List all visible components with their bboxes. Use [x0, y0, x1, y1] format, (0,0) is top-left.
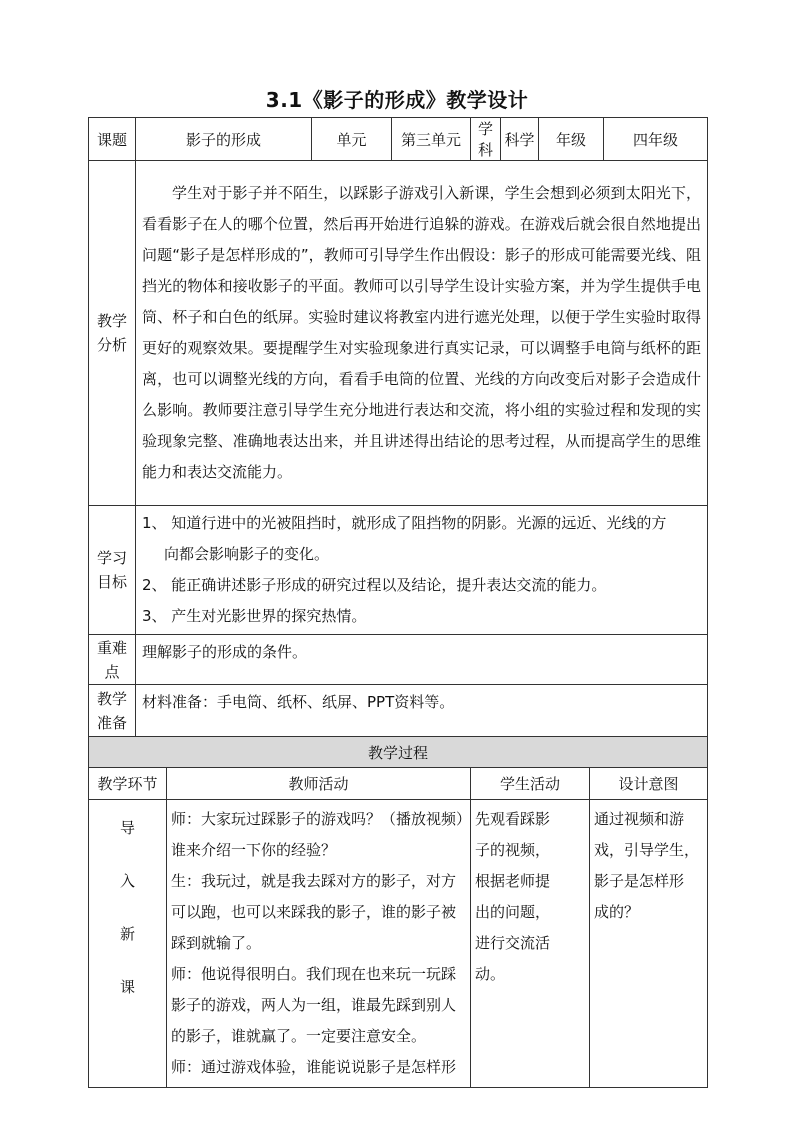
student-line: 动。	[475, 965, 506, 983]
prep-text: 材料准备：手电筒、纸杯、纸屏、PPT资料等。	[136, 685, 708, 737]
col-stage-header: 教学环节	[89, 768, 167, 800]
teacher-line: 可以跑，也可以来踩我的影子，谁的影子被	[171, 903, 457, 921]
teacher-line: 谁来介绍一下你的经验？	[171, 841, 337, 859]
student-line: 子的视频，	[475, 841, 551, 859]
objective-item-3: 3、 产生对光影世界的探究热情。	[142, 607, 367, 625]
objective-item-2: 2、 能正确讲述影子形成的研究过程以及结论，提升表达交流的能力。	[142, 576, 607, 594]
stage-char: 新	[119, 925, 135, 943]
col-intent-header: 设计意图	[590, 768, 708, 800]
stage-intro	[89, 800, 167, 1088]
teacher-line: 影子的游戏，两人为一组，谁最先踩到别人	[171, 996, 457, 1014]
objectives-list	[136, 506, 708, 635]
process-header-row	[89, 768, 708, 800]
analysis-label: 教学 分析	[89, 161, 136, 506]
analysis-text: 学生对于影子并不陌生，以踩影子游戏引入新课，学生会想到必须到太阳光下，看看影子在人的哪个位置，然后再开始进行追躲的游戏。在游戏后就会很自然地提出问题“影子是怎样形成的”，教师可引导学生作出假设：影子的形成可能需要光线、阻挡光的物体和接收影子的平面。教师可以引导学生设计实验方案，并为学生提供手电筒、杯子和白色的纸屏。实验时建议将教室内进行遮光处理，以便于学生实验时取得更好的观察效果。要提醒学生对实验现象进行真实记录，可以调整手电筒与纸杯的距离，也可以调整光线的方向，看看手电筒的位置、光线的方向改变后对影子会造成什么影响。教师要注意引导学生充分地进行表达和交流，将小组的实验过程和发现的实验现象完整、准确地表达出来，并且讲述得出结论的思考过程，从而提高学生的思维能力和表达交流能力。	[136, 161, 708, 506]
document-title: 3.1《影子的形成》教学设计	[265, 88, 529, 112]
header-row	[89, 118, 708, 161]
prep-row	[89, 685, 708, 737]
stage-char: 入	[119, 872, 135, 890]
keypoints-row	[89, 635, 708, 685]
subject-label: 学科	[471, 118, 501, 161]
keypoints-label: 重难 点	[89, 635, 136, 685]
teacher-line: 师：通过游戏体验，谁能说说影子是怎样形	[171, 1058, 457, 1076]
prep-label: 教学 准备	[89, 685, 136, 737]
intent-line: 影子是怎样形	[594, 872, 685, 890]
subject-value: 科学	[501, 118, 539, 161]
objectives-label: 学习 目标	[89, 506, 136, 635]
keypoints-text: 理解影子的形成的条件。	[136, 635, 708, 685]
teacher-line: 生：我玩过，就是我去踩对方的影子，对方	[171, 872, 457, 890]
unit-label: 单元	[312, 118, 392, 161]
col-teacher-header: 教师活动	[167, 768, 471, 800]
stage-char: 课	[119, 978, 135, 996]
teacher-line: 的影子，谁就赢了。一定要注意安全。	[171, 1027, 427, 1045]
process-title: 教学过程	[89, 737, 708, 768]
design-intent	[590, 800, 708, 1088]
student-activity	[471, 800, 590, 1088]
student-line: 出的问题，	[475, 903, 551, 921]
student-line: 进行交流活	[475, 934, 551, 952]
process-title-row	[89, 737, 708, 768]
grade-value: 四年级	[604, 118, 708, 161]
student-line: 先观看踩影	[475, 810, 551, 828]
objective-item-1: 1、 知道行进中的光被阻挡时，就形成了阻挡物的阴影。光源的远近、光线的方	[142, 514, 667, 532]
grade-label: 年级	[539, 118, 604, 161]
teacher-activity	[167, 800, 471, 1088]
intro-stage-row	[89, 800, 708, 1088]
student-line: 根据老师提	[475, 872, 551, 890]
unit-value: 第三单元	[392, 118, 471, 161]
teacher-line: 师：他说得很明白。我们现在也来玩一玩踩	[171, 965, 457, 983]
lesson-plan-table	[88, 117, 708, 1088]
topic-value: 影子的形成	[136, 118, 312, 161]
teacher-line: 踩到就输了。	[171, 934, 262, 952]
stage-char: 导	[119, 819, 135, 837]
teacher-line: 师：大家玩过踩影子的游戏吗？（播放视频）	[171, 810, 472, 828]
objective-item-1-cont: 向都会影响影子的变化。	[164, 545, 330, 563]
intent-line: 通过视频和游	[594, 810, 685, 828]
objectives-row	[89, 506, 708, 635]
topic-label: 课题	[89, 118, 136, 161]
intent-line: 成的？	[594, 903, 640, 921]
col-student-header: 学生活动	[471, 768, 590, 800]
analysis-row	[89, 161, 708, 506]
intent-line: 戏，引导学生，	[594, 841, 700, 859]
